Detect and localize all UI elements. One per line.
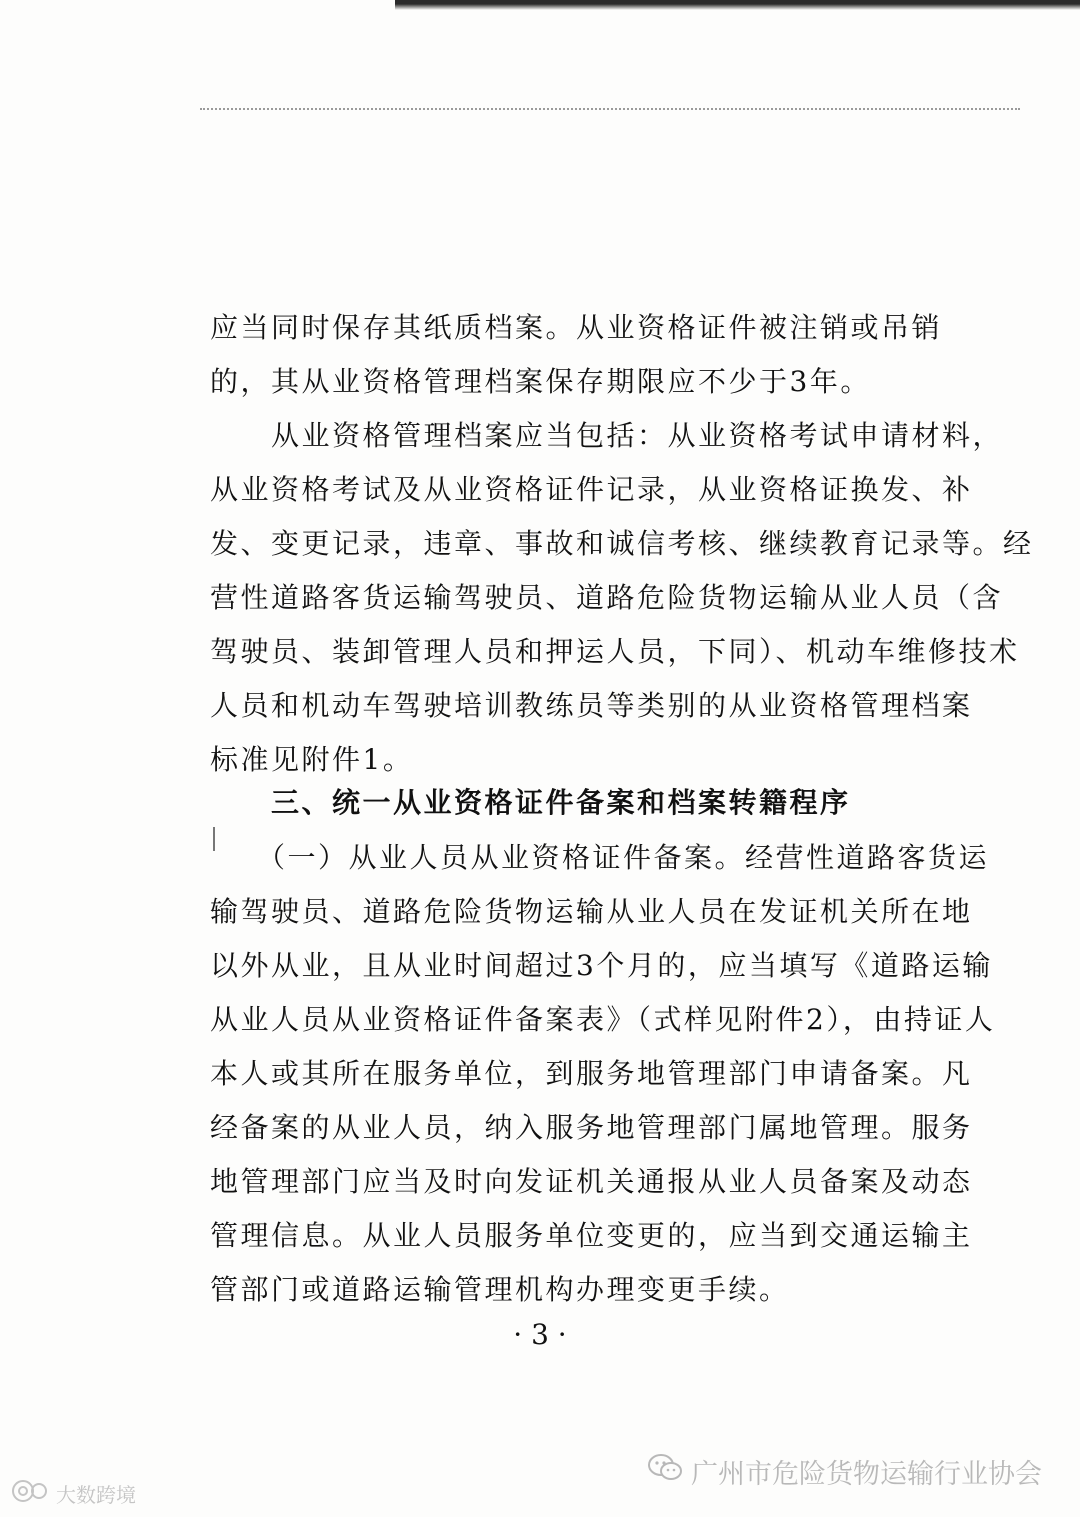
paragraph-1 — [210, 301, 943, 409]
watermark-wechat — [647, 1452, 1042, 1491]
paragraph-line: 应当同时保存其纸质档案。从业资格证件被注销或吊销 — [210, 311, 943, 344]
paragraph-line: 管部门或道路运输管理机构办理变更手续。 — [210, 1273, 790, 1306]
paragraph-line: 地管理部门应当及时向发证机关通报从业人员备案及动态 — [210, 1165, 973, 1198]
at-logo-icon — [10, 1478, 50, 1509]
paragraph-line: 从业人员从业资格证件备案表》（式样见附件2），由持证人 — [210, 1003, 996, 1036]
section-heading: 三、统一从业资格证件备案和档案转籍程序 — [210, 786, 851, 819]
paragraph-line: 输驾驶员、道路危险货物运输从业人员在发证机关所在地 — [210, 895, 973, 928]
paragraph-line: 的，其从业资格管理档案保存期限应不少于3年。 — [210, 365, 871, 398]
wechat-icon — [647, 1453, 683, 1490]
paragraph-line: 从业资格考试及从业资格证件记录，从业资格证换发、补 — [210, 473, 973, 506]
paragraph-line: 营性道路客货运输驾驶员、道路危险货物运输从业人员（含 — [210, 581, 1004, 614]
paragraph-line: 本人或其所在服务单位，到服务地管理部门申请备案。凡 — [210, 1057, 973, 1090]
paragraph-line: （一）从业人员从业资格证件备案。经营性道路客货运 — [210, 841, 990, 874]
page-number: · 3 · — [513, 1318, 567, 1351]
paragraph-3 — [210, 831, 996, 1317]
scan-artifact-line — [200, 108, 1020, 110]
paragraph-line: 经备案的从业人员，纳入服务地管理部门属地管理。服务 — [210, 1111, 973, 1144]
paragraph-line: 标准见附件1。 — [210, 743, 414, 776]
watermark-brand — [10, 1478, 136, 1509]
scan-top-edge — [395, 0, 1080, 10]
watermark-text: 大数跨境 — [56, 1483, 136, 1507]
paragraph-line: 驾驶员、装卸管理人员和押运人员，下同）、机动车维修技术 — [210, 635, 1020, 668]
paragraph-line: 人员和机动车驾驶培训教练员等类别的从业资格管理档案 — [210, 689, 973, 722]
paragraph-2 — [210, 409, 1034, 787]
paragraph-line: 发、变更记录，违章、事故和诚信考核、继续教育记录等。经 — [210, 527, 1034, 560]
paragraph-line: 管理信息。从业人员服务单位变更的，应当到交通运输主 — [210, 1219, 973, 1252]
paragraph-line: 从业资格管理档案应当包括：从业资格考试申请材料， — [210, 419, 1004, 452]
watermark-text: 广州市危险货物运输行业协会 — [691, 1459, 1042, 1490]
paragraph-line: 以外从业，且从业时间超过3个月的，应当填写《道路运输 — [210, 949, 993, 982]
